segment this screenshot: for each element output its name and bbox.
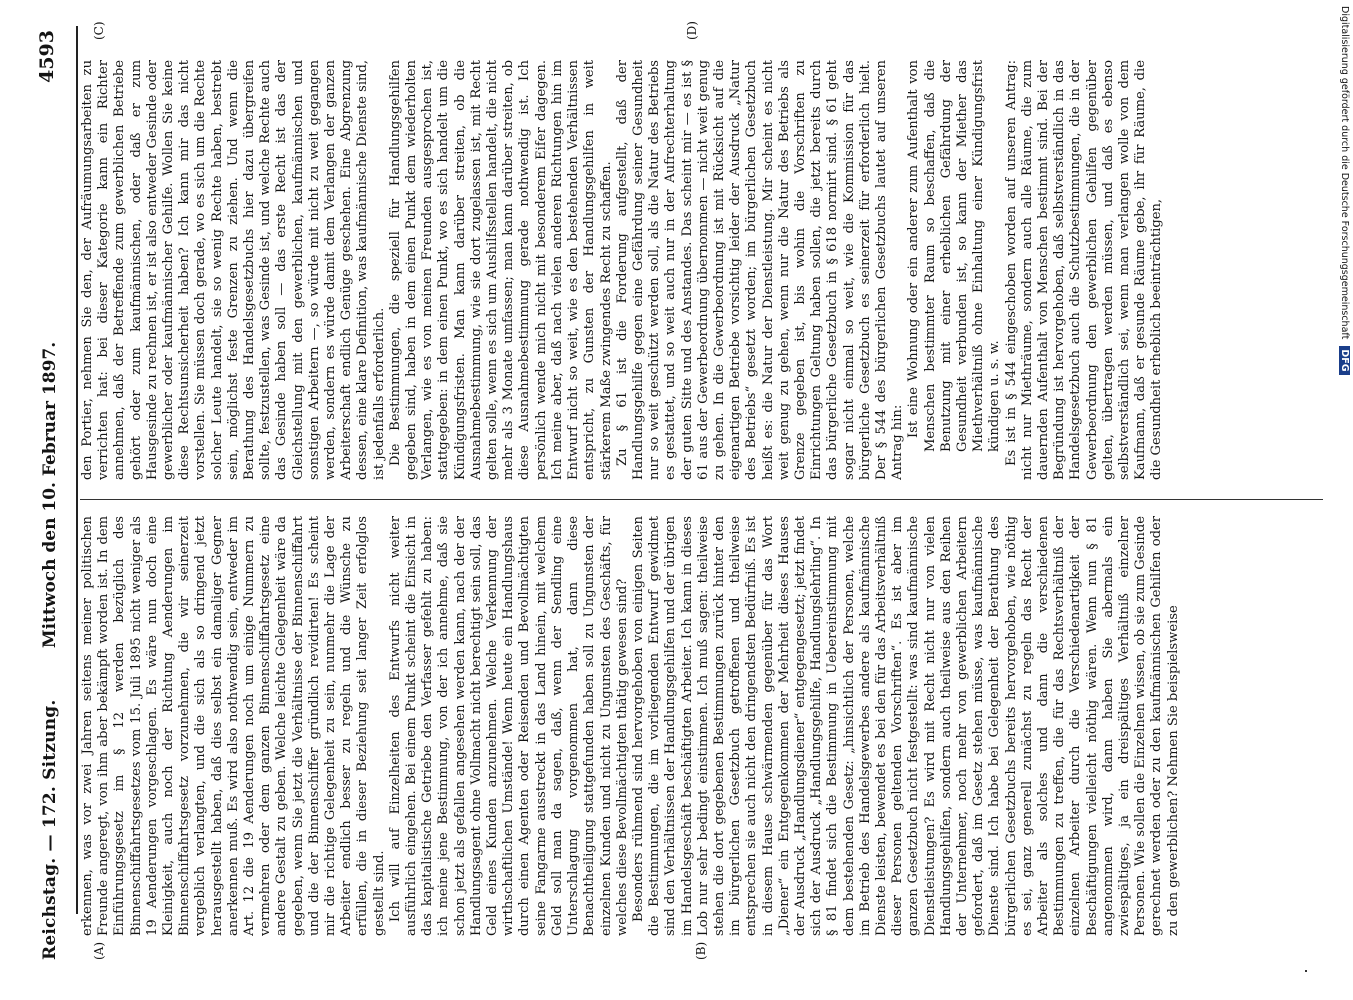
right-column [80, 60, 1330, 480]
paragraph: Ich will auf Einzelheiten des Entwurfs nicht weiter ausführlich eingehen. Bei einem Punkt scheint die Einsicht in das kapitalistische Getriebe den Verfasser gefehlt zu haben: ich meine jene Bestimmung, von der ich annehme, daß sie schon jetzt als gefallen angesehen werden kann, nach der der Handlungsagent ohne Vollmacht nicht berechtigt sein soll, das Geld eines Kunden anzunehmen. Welche Verkennung der wirthschaftlichen Umstände! Wenn heute ein Handlungshaus durch einen Agenten oder Reisenden und Bevollmächtigten seine Fangarme ausstreckt in das Land hinein, mit welchem Geld soll man da sagen, daß, wenn der Sendling eine Unterschlagung vorgenommen hat, dann diese Benachtheiligung stattgefunden haben soll zu Ungunsten der einzelnen Kunden und nicht zu Ungunsten des Geschäfts, für welches diese Bevollmächtigten thätig gewesen sind? [387, 516, 630, 936]
header-date: Mittwoch den 10. Februar 1897. [40, 341, 60, 649]
margin-marker-b: (B) [694, 941, 708, 960]
digitization-footer-strip [1336, 6, 1350, 994]
left-column [80, 516, 1330, 936]
paragraph: Zu § 61 ist die Forderung aufgestellt, daß der Handlungsgehilfe gegen eine Gefährdung seiner Gesundheit nur so weit geschützt werden soll, als die Natur des Betriebs es gestattet, und so weit auch nur in der Aufrechterhaltung der guten Sitte und des Anstandes. Das scheint mir — es ist § 61 aus der Gewerbeordnung übernommen — nicht weit genug zu gehen. In die Gewerbeordnung ist mit Rücksicht auf die eigenartigen Betriebe vorsichtig leider der Ausdruck „Natur des Betriebs“ gesetzt worden; im bürgerlichen Gesetzbuch heißt es: die Natur der Dienstleistung. Mir scheint es nicht weit genug zu gehen, wenn nur die Natur des Betriebs als Grenze gegeben ist, bis wohin die Vorschriften zu Einrichtungen Geltung haben sollen, die jetzt bereits durch das bürgerliche Gesetzbuch in § 618 normirt sind. § 61 geht sogar nicht einmal so weit, wie die Kommission für das bürgerliche Gesetzbuch es seinerzeit für erforderlich hielt. Der § 544 des bürgerlichen Gesetzbuchs lautet auf unseren Antrag hin: [614, 60, 906, 480]
paragraph: den Portier, nehmen Sie den, der Aufräumungsarbeiten zu verrichten hat: bei dieser Kategorie kann ein Richter annehmen, daß der Betreffende zum gewerblichen Betriebe gehört oder zum kaufmännischen, oder daß er zum Hausgesinde zu rechnen ist, er ist also entweder Gesinde oder gewerblicher oder kaufmännischer Gehilfe. Wollen Sie keine diese Rechtsunsicherheit haben? Ich kann mir das nicht vorstellen. Sie müssen doch gerade, wo es sich um die Rechte solcher Leute handelt, sie so wenig Rechte haben, bestrebt sein, möglichst feste Grenzen zu ziehen. Und wenn die Berathung des Handelsgesetzbuchs hier dazu übergreifen sollte, festzustellen, was Gesinde ist, und welche Rechte auch das Gesinde haben soll — das erste Recht ist das der Gleichstellung mit den gewerblichen, kaufmännischen und sonstigen Arbeitern —, so würde mit nicht zu weit gegangen werden, sondern es würde damit dem Verlangen der ganzen Arbeiterschaft endlich Genüge geschehen. Eine Abgrenzung dessen, eine klare Definition, was kaufmännische Dienste sind, ist jedenfalls erforderlich. [80, 60, 387, 480]
quoted-paragraph: Ist eine Wohnung oder ein anderer zum Aufenthalt von Menschen bestimmter Raum so beschaffen, daß die Benutzung mit einer erheblichen Gefährdung der Gesundheit verbunden ist, so kann der Miether das Miethverhältniß ohne Einhaltung einer Kündigungsfrist kündigen u. s. w. [906, 60, 1003, 452]
digitization-note: Digitalisierung gefördert durch die Deutsche Forschungsgemeinschaft [1339, 6, 1350, 340]
paragraph: Es ist in § 544 eingeschoben worden auf unseren Antrag: nicht nur Miethräume, sondern auch alle Räume, die zum dauernden Aufenthalt von Menschen bestimmt sind. Bei der Begründung ist hervorgehoben, daß selbstverständlich in das Handelsgesetzbuch auch die Schutzbestimmungen, die in der Gewerbeordnung den gewerblichen Gehilfen gegenüber gelten, übertragen werden müssen, und daß es ebenso selbstverständlich sei, wenn man verlangen wolle von dem Kaufmann, daß er gesunde Räume gebe, ihr für Räume, die die Gesundheit erheblich beeinträchtigen, [1003, 60, 1165, 480]
column-divider [80, 499, 1323, 500]
page-number: 4593 [36, 30, 58, 83]
paragraph: erkennen, was vor zwei Jahren seitens meiner politischen Freunde angeregt, von ihm aber bekämpft worden ist. In dem Einführungsgesetz im § 12 werden bezüglich des Binnenschiffahrtsgesetzes vom 15. Juli 1895 nicht weniger als 19 Aenderungen vorgeschlagen. Es wäre nun doch eine Kleinigkeit, auch noch der Richtung Aenderungen im Binnenschiffahrtsgesetz vorzunehmen, die wir seinerzeit vergeblich verlangten, und die sich als so dringend jetzt herausgestellt haben, daß dies selbst ein damaliger Gegner anerkennen muß. Es wird also nothwendig sein, entweder im Art. 12 die 19 Aenderungen noch um einige Nummern zu vermehren oder dem ganzen Binnenschiffahrtsgesetz eine andere Gestalt zu geben. Welche leichte Gelegenheit wäre da gegeben, wenn Sie jetzt die Verhältnisse der Binnenschiffahrt und die der Binnenschiffer gründlich revidirten! Es scheint mir die richtige Gelegenheit zu sein, nunmehr die Lage der Arbeiter endlich besser zu regeln und die Wünsche zu erfüllen, die in dieser Beziehung seit langer Zeit erfolglos gestellt sind. [80, 516, 387, 936]
margin-marker-d: (D) [685, 21, 699, 40]
margin-marker-c: (C) [92, 21, 106, 40]
header-rule [76, 26, 78, 914]
page-header [36, 30, 70, 960]
header-title: Reichstag. — 172. Sitzung. [40, 699, 60, 960]
margin-marker-a: (A) [92, 941, 106, 960]
scan-mark [1305, 970, 1307, 972]
paragraph: Besonders rühmend sind hervorgehoben von einigen Seiten die Bestimmungen, die im vorliegenden Entwurf gewidmet sind den Verhältnissen der Handlungsgehilfen und der übrigen im Handelsgeschäft beschäftigten Arbeiter. Ich kann in dieses Lob nur sehr bedingt einstimmen. Ich muß sagen: theilweise stehen die dort gegebenen Bestimmungen zurück hinter den im bürgerlichen Gesetzbuch getroffenen und theilweise entsprechen sie auch nicht den dringendsten Bedürfniß. Es ist in diesem Hause schwärmenden gegenüber für das Wort „Diener“ ein Entgegenkommen der Mehrheit dieses Hauses der Ausdruck „Handlungsdiener“ entgegengesetzt; jetzt findet sich der Ausdruck „Handlungsgehilfe, Handlungslehrling“. In § 81 findet sich die Bestimmung in Uebereinstimmung mit dem bestehenden Gesetz: „hinsichtlich der Personen, welche im Betrieb des Handelsgewerbes andere als kaufmännische Dienste leisten, bewendet es bei den für das Arbeitsverhältniß dieser Personen geltenden Vorschriften“. Es ist aber im ganzen Gesetzbuch nicht festgestellt: was sind kaufmännische Dienstleistungen? Es wird mit Recht nicht nur von vielen Handlungsgehilfen, sondern auch theilweise aus den Reihen der Unternehmer, noch mehr von gewerblichen Arbeitern gefordert, daß im Gesetz stehen müsse, was kaufmännische Dienste sind. Ich habe bei Gelegenheit der Berathung des bürgerlichen Gesetzbuchs bereits hervorgehoben, wie nöthig es sei, ganz generell zunächst zu regeln das Recht der Arbeiter als solches und dann die verschiedenen Bestimmungen zu treffen, die für das Rechtsverhältniß der einzelnen Arbeiter durch die Verschiedenartigkeit der Beschäftigungen vielleicht nöthig wären. Wenn nun § 81 angenommen wird, dann haben Sie abermals ein zwiespältiges, ja ein dreispältiges Verhältniß einzelner Personen. Wie sollen die Einzelnen wissen, ob sie zum Gesinde gerechnet werden oder zu den kaufmännischen Gehilfen oder zu den gewerblichen? Nehmen Sie beispielsweise [630, 516, 1181, 936]
paragraph: Die Bestimmungen, die speziell für Handlungsgehilfen gegeben sind, haben in dem einen Punkt dem wiederholten Verlangen, wie es von meinen Freunden ausgesprochen ist, stattgegeben: in dem einen Punkt, wo es sich handelt um die Kündigungsfristen. Man kann darüber streiten, ob die Ausnahmebestimmung, wie sie dort zugelassen ist, mit Recht gelten solle, wenn es sich um Aushilfsstellen handelt, die nicht mehr als 3 Monate umfassen; man kann darüber streiten, ob diese Ausnahmebestimmung gerade nothwendig ist. Ich persönlich wende mich nicht mit besonderem Eifer dagegen. Ich meine aber, daß nach vielen anderen Richtungen hin im Entwurf nicht so weit, wie es den bestehenden Verhältnissen entspricht, zu Gunsten der Handlungsgehilfen in weit stärkerem Maße zwingendes Recht zu schaffen. [387, 60, 614, 480]
dfg-logo: DFG [1339, 346, 1350, 374]
